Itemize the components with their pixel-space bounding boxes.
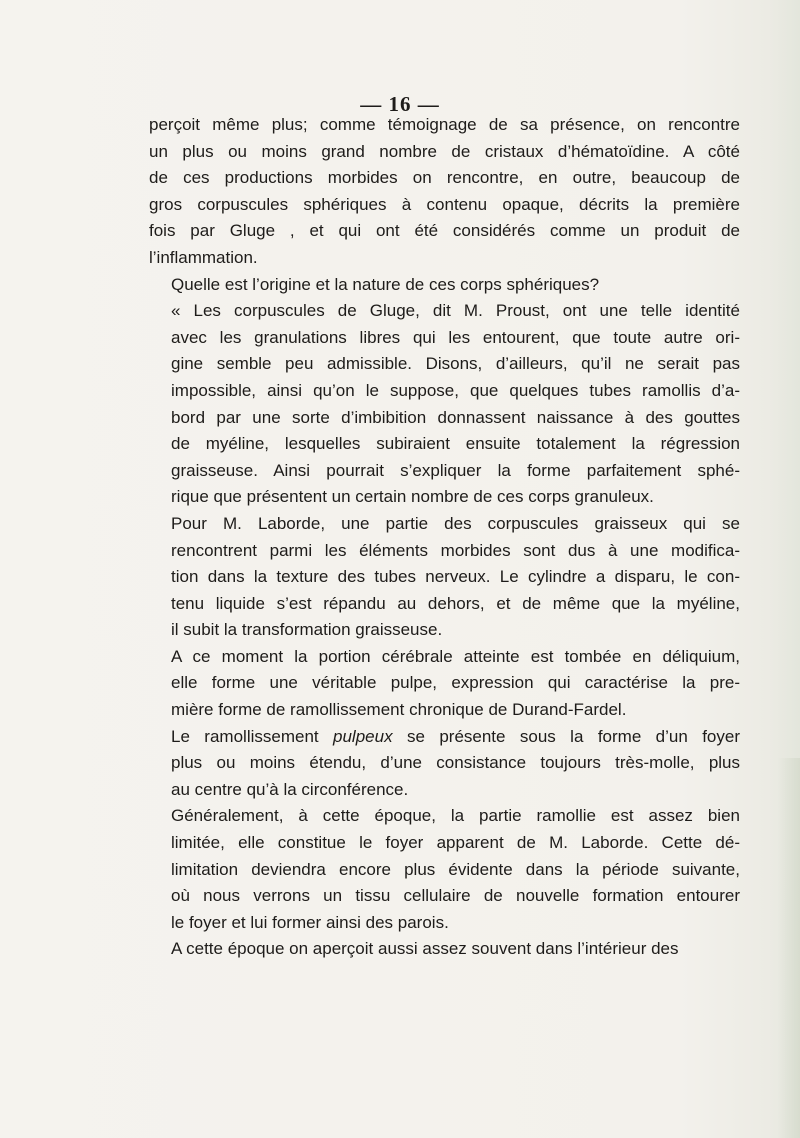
text-line: fois par Gluge , et qui ont été considérés comme un produit de (149, 221, 740, 241)
text-line: un plus ou moins grand nombre de cristaux d’hématoïdine. A côté (149, 141, 740, 161)
text-line: de myéline, lesquelles subiraient ensuite totalement la régression (171, 434, 740, 454)
text-line: tenu liquide s’est répandu au dehors, et de même que la myéline, (171, 593, 740, 613)
page-edge-shadow (778, 758, 800, 1138)
text-line: gine semble peu admissible. Disons, d’ailleurs, qu’il ne serait pas (171, 354, 740, 374)
text-line: avec les granulations libres qui les entourent, que toute autre ori- (171, 327, 740, 347)
text-line: « Les corpuscules de Gluge, dit M. Proust, ont une telle identité (171, 301, 740, 321)
text-line: Quelle est l’origine et la nature de ces corps sphériques? (171, 274, 600, 294)
text-line: perçoit même plus; comme témoignage de sa présence, on rencontre (149, 115, 740, 134)
text-line: rique que présentent un certain nombre de ces corps granuleux. (171, 487, 654, 507)
text-line: mière forme de ramollissement chronique de Durand-Fardel. (171, 700, 627, 720)
text-line: où nous verrons un tissu cellulaire de nouvelle formation entourer (171, 886, 740, 906)
paragraph (149, 803, 740, 936)
text-line: A cette époque on aperçoit aussi assez souvent dans l’intérieur des (171, 939, 679, 959)
paragraph (149, 936, 740, 963)
paragraph (149, 298, 740, 511)
text-line: il subit la transformation graisseuse. (171, 620, 443, 640)
paragraph (149, 644, 740, 724)
text-line: au centre qu’à la circonférence. (171, 779, 409, 799)
text-line: Généralement, à cette époque, la partie ramollie est assez bien (171, 806, 740, 826)
text-line: rencontrent parmi les éléments morbides sont dus à une modifica- (171, 540, 740, 560)
text-line: bord par une sorte d’imbibition donnassent naissance à des gouttes (171, 407, 740, 427)
text-line: gros corpuscules sphériques à contenu opaque, décrits la première (149, 194, 740, 214)
text-line: limitation deviendra encore plus évidente dans la période suivante, (171, 859, 740, 879)
text-line: tion dans la texture des tubes nerveux. Le cylindre a disparu, le con- (171, 567, 740, 587)
italic-term: pulpeux (333, 726, 393, 746)
paragraph (149, 724, 740, 804)
paragraph (149, 272, 740, 299)
paragraph (149, 511, 740, 644)
paragraph (149, 112, 740, 272)
page-number: — 16 — (360, 92, 440, 116)
text-line: de ces productions morbides on rencontre, en outre, beaucoup de (149, 168, 740, 188)
text-line: l’inflammation. (149, 247, 258, 267)
text-line: impossible, ainsi qu’on le suppose, que quelques tubes ramollis d’a- (171, 380, 740, 400)
text-line: elle forme une véritable pulpe, expression qui caractérise la pre- (171, 673, 740, 693)
text-line: plus ou moins étendu, d’une consistance toujours très-molle, plus (171, 753, 740, 773)
text-line: Pour M. Laborde, une partie des corpuscules graisseux qui se (171, 513, 740, 533)
text-line: A ce moment la portion cérébrale atteinte est tombée en déliquium, (171, 646, 740, 666)
text-line: le foyer et lui former ainsi des parois. (171, 912, 449, 932)
text-line: limitée, elle constitue le foyer apparent de M. Laborde. Cette dé- (171, 833, 740, 853)
body-text (149, 112, 740, 963)
text-line: graisseuse. Ainsi pourrait s’expliquer la forme parfaitement sphé- (171, 460, 740, 480)
text-line: Le ramollissement pulpeux se présente sous la forme d’un foyer (171, 726, 740, 746)
